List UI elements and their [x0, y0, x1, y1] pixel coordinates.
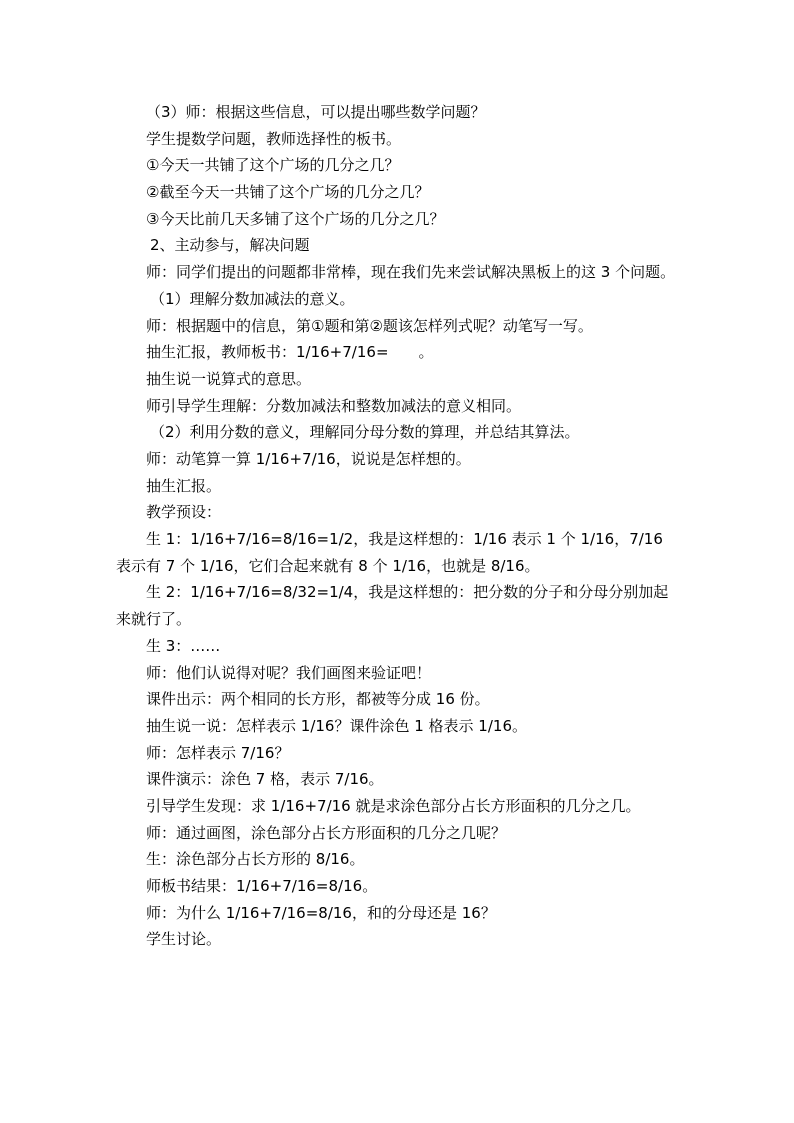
paragraph-line: 师板书结果：1/16+7/16=8/16。 [146, 877, 378, 896]
paragraph-line: 课件出示：两个相同的长方形，都被等分成 16 份。 [146, 690, 490, 709]
paragraph-line: 生 2：1/16+7/16=8/32=1/4，我是这样想的：把分数的分子和分母分别加起来就行了。 [116, 583, 669, 629]
paragraph-line: 师：同学们提出的问题都非常棒，现在我们先来尝试解决黑板上的这 3 个问题。 [146, 263, 676, 282]
section-heading: 2、主动参与，解决问题 [150, 236, 310, 255]
paragraph-line: 学生讨论。 [146, 930, 222, 949]
paragraph-line: ③今天比前几天多铺了这个广场的几分之几？ [146, 209, 445, 228]
document-body [116, 99, 678, 953]
subsection-heading: （2）利用分数的意义，理解同分母分数的算理，并总结其算法。 [150, 423, 580, 442]
paragraph-line: 生 1：1/16+7/16=8/16=1/2，我是这样想的：1/16 表示 1 个 1/16，7/16 表示有 7 个 1/16，它们合起来就有 8 个 1/16，也就是 8/16。 [116, 530, 663, 575]
paragraph-line: 抽生汇报。 [146, 476, 222, 495]
paragraph-line: ②截至今天一共铺了这个广场的几分之几？ [146, 183, 430, 202]
paragraph-line: （3）师：根据这些信息，可以提出哪些数学问题？ [146, 103, 486, 121]
paragraph-line: 抽生说一说：怎样表示 1/16？课件涂色 1 格表示 1/16。 [146, 716, 527, 735]
paragraph-line: 师：怎样表示 7/16？ [146, 743, 290, 762]
paragraph-line: 师：根据题中的信息，第①题和第②题该怎样列式呢？动笔写一写。 [146, 316, 593, 335]
paragraph-line: 师：他们认说得对呢？我们画图来验证吧！ [146, 663, 432, 682]
paragraph-line: 教学预设： [146, 503, 222, 522]
paragraph-line: 引导学生发现：求 1/16+7/16 就是求涂色部分占长方形面积的几分之几。 [146, 796, 641, 815]
paragraph-line: 课件演示：涂色 7 格，表示 7/16。 [146, 770, 384, 789]
paragraph-line: 抽生汇报，教师板书：1/16+7/16= 。 [146, 343, 434, 362]
paragraph-line: 生 3：…… [146, 636, 221, 655]
paragraph-line: 师：为什么 1/16+7/16=8/16，和的分母还是 16？ [146, 903, 496, 922]
paragraph-line: 抽生说一说算式的意思。 [146, 369, 312, 388]
subsection-heading: （1）理解分数加减法的意义。 [150, 289, 355, 308]
paragraph-line: 师：通过画图，涂色部分占长方形面积的几分之几呢？ [146, 823, 507, 842]
paragraph-line: 师引导学生理解：分数加减法和整数加减法的意义相同。 [146, 396, 522, 415]
paragraph-line: 学生提数学问题，教师选择性的板书。 [146, 129, 402, 148]
paragraph-line: ①今天一共铺了这个广场的几分之几？ [146, 156, 400, 175]
paragraph-line: 生：涂色部分占长方形的 8/16。 [146, 850, 365, 869]
paragraph-line: 师：动笔算一算 1/16+7/16，说说是怎样想的。 [146, 449, 471, 468]
